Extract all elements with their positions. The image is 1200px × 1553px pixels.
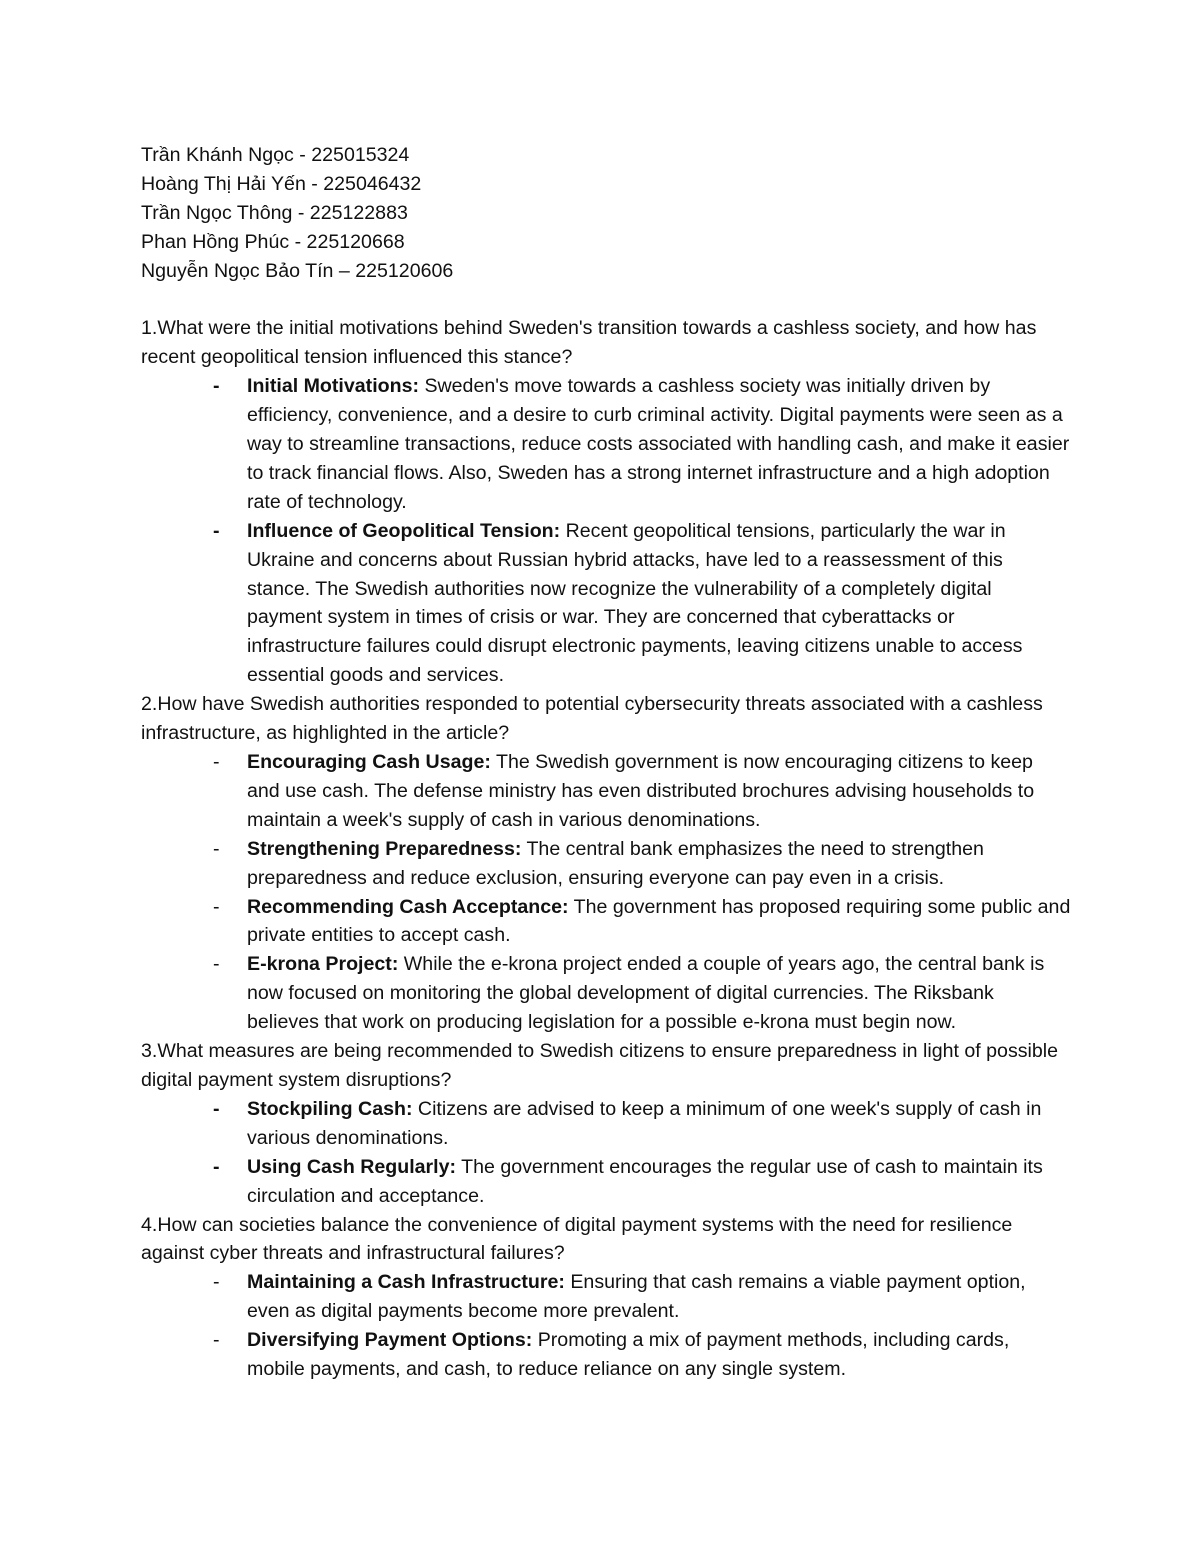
- question-section-2: [141, 690, 1071, 1037]
- answer-text: The Swedish government is now encouraging citizens to keep and use cash. The defense ministry has even distributed brochures advising households to maintain a week's supply of cash in various denominations.: [247, 751, 1035, 831]
- answer-text: The government encourages the regular use of cash to maintain its circulation and acceptance.: [247, 1155, 1043, 1207]
- answer-item: [213, 835, 1071, 893]
- answer-text: Promoting a mix of payment methods, including cards, mobile payments, and cash, to reduce reliance on any single system.: [247, 1329, 1010, 1381]
- question-text: 2.How have Swedish authorities responded to potential cybersecurity threats associated with a cashless infrastructure, as highlighted in the article?: [141, 693, 1043, 745]
- author-list: [141, 141, 1071, 286]
- answer-list: [141, 372, 1071, 690]
- answer-term: Diversifying Payment Options:: [247, 1329, 533, 1352]
- answer-item: [213, 1268, 1071, 1326]
- answer-term: Influence of Geopolitical Tension:: [247, 519, 561, 542]
- question-text: 4.How can societies balance the convenience of digital payment systems with the need for resilience against cyber threats and infrastructural failures?: [141, 1213, 1013, 1265]
- answer-item: [213, 950, 1071, 1037]
- answer-item: [213, 1095, 1071, 1153]
- answer-term: Maintaining a Cash Infrastructure:: [247, 1271, 565, 1294]
- answer-text: Sweden's move towards a cashless society was initially driven by efficiency, convenience, and a desire to curb criminal activity. Digital payments were seen as a way to streamline transactions, reduce costs associated with handling cash, and make it easier to track financial flows. Also, Sweden has a strong internet infrastructure and a high adoption rate of technology.: [247, 375, 1070, 513]
- dash-bullet: -: [213, 1271, 220, 1294]
- question-text: 3.What measures are being recommended to Swedish citizens to ensure preparedness in light of possible digital payment system disruptions?: [141, 1040, 1059, 1091]
- dash-bullet: -: [213, 519, 220, 542]
- answer-item: [213, 372, 1071, 517]
- answer-term: Stockpiling Cash:: [247, 1097, 413, 1120]
- question-section-3: [141, 1037, 1071, 1210]
- answer-term: Strengthening Preparedness:: [247, 837, 522, 860]
- dash-bullet: -: [213, 1097, 220, 1120]
- dash-bullet: -: [213, 1329, 220, 1352]
- answer-text: The government has proposed requiring some public and private entities to accept cash.: [247, 895, 1071, 947]
- blank-line: [141, 286, 1071, 315]
- answer-term: Encouraging Cash Usage:: [247, 751, 491, 774]
- answer-item: [213, 1326, 1071, 1384]
- author-line: Trần Ngọc Thông - 225122883: [141, 201, 408, 224]
- author-line: Hoàng Thị Hải Yến - 225046432: [141, 172, 422, 195]
- answer-item: [213, 893, 1071, 951]
- answer-term: Using Cash Regularly:: [247, 1155, 457, 1178]
- dash-bullet: -: [213, 751, 220, 774]
- answer-text: While the e-krona project ended a couple of years ago, the central bank is now focused on monitoring the global development of digital currencies. The Riksbank believes that work on producing legislation for a possible e-krona must begin now.: [247, 953, 1045, 1034]
- answer-term: Initial Motivations:: [247, 375, 419, 398]
- question-text: 1.What were the initial motivations behind Sweden's transition towards a cashless society, and how has recent geopolitical tension influenced this stance?: [141, 317, 1037, 369]
- answer-text: Citizens are advised to keep a minimum of one week's supply of cash in various denominations.: [247, 1097, 1042, 1149]
- answer-list: [141, 1095, 1071, 1211]
- answer-item: [213, 517, 1071, 690]
- answer-item: [213, 1153, 1071, 1211]
- dash-bullet: -: [213, 837, 220, 860]
- document-page: [141, 141, 1071, 1384]
- answer-term: Recommending Cash Acceptance:: [247, 895, 569, 918]
- author-line: Nguyễn Ngọc Bảo Tín – 225120606: [141, 259, 454, 282]
- answer-text: The central bank emphasizes the need to strengthen preparedness and reduce exclusion, ensuring everyone can pay even in a crisis.: [247, 837, 984, 889]
- answer-list: [141, 748, 1071, 1037]
- dash-bullet: -: [213, 895, 220, 918]
- answer-item: [213, 748, 1071, 835]
- answer-text: Ensuring that cash remains a viable payment option, even as digital payments become more prevalent.: [247, 1271, 1026, 1323]
- question-section-1: [141, 314, 1071, 690]
- dash-bullet: -: [213, 375, 220, 398]
- answer-list: [141, 1268, 1071, 1384]
- answer-term: E-krona Project:: [247, 953, 399, 976]
- dash-bullet: -: [213, 953, 220, 976]
- dash-bullet: -: [213, 1155, 220, 1178]
- author-line: Phan Hồng Phúc - 225120668: [141, 230, 405, 253]
- author-line: Trần Khánh Ngọc - 225015324: [141, 144, 410, 166]
- question-section-4: [141, 1211, 1071, 1384]
- answer-text: Recent geopolitical tensions, particularly the war in Ukraine and concerns about Russian hybrid attacks, have led to a reassessment of this stance. The Swedish authorities now recognize the vulnerability of a completely digital payment system in times of crisis or war. They are concerned that cyberattacks or infrastructure failures could disrupt electronic payments, leaving citizens unable to access essential goods and services.: [247, 519, 1023, 687]
